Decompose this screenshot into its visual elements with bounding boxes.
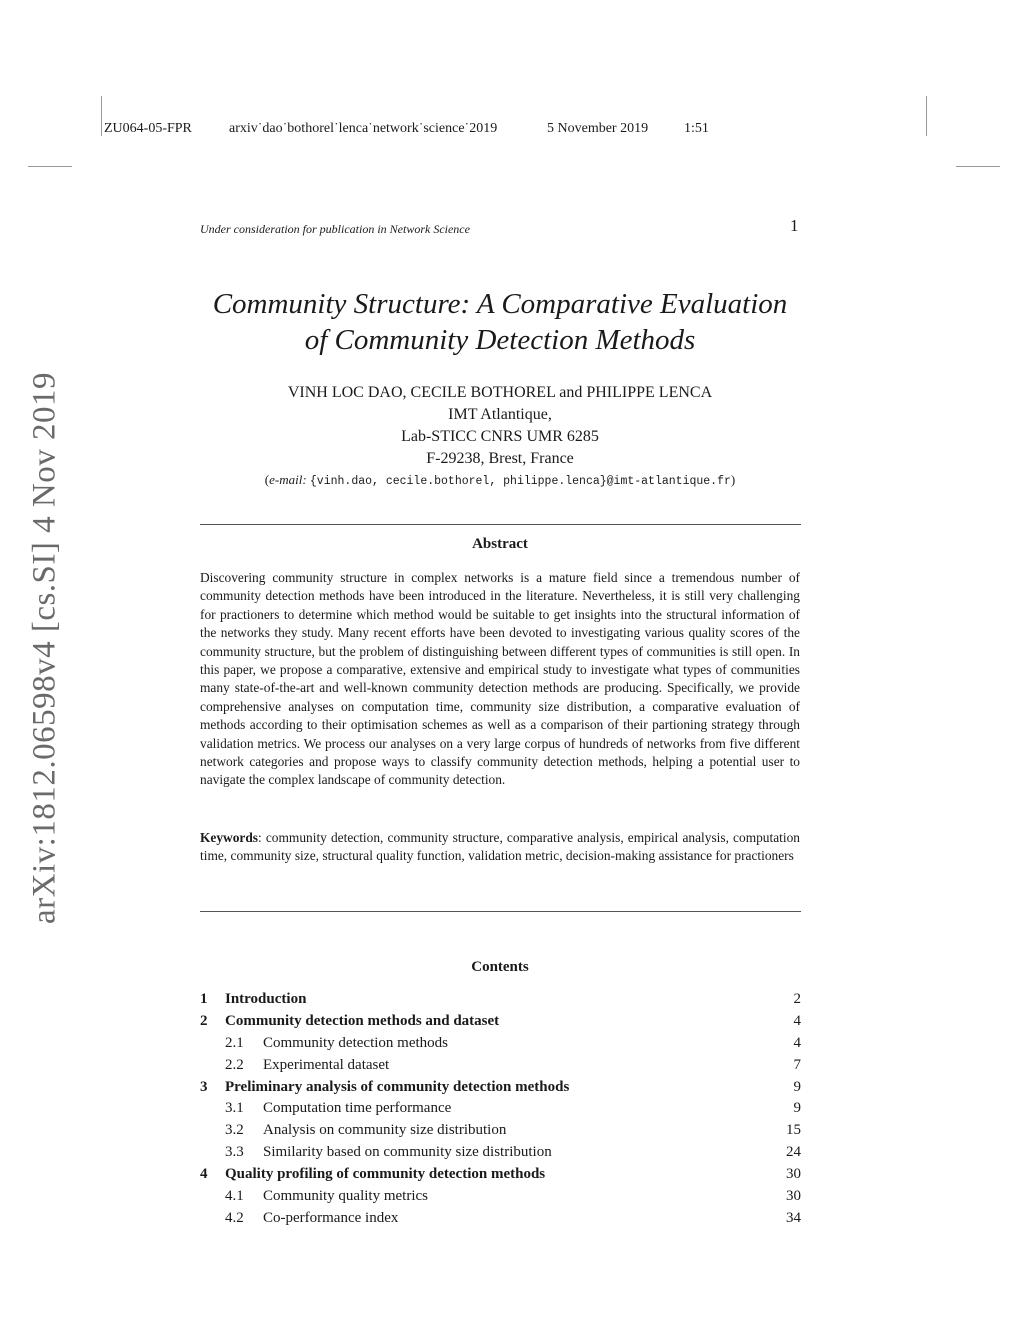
abstract-heading: Abstract xyxy=(472,536,528,552)
toc-entry[interactable] xyxy=(200,1208,801,1230)
authors: VINH LOC DAO, CECILE BOTHOREL and PHILIPPE LENCA xyxy=(287,384,713,401)
toc-number: 4.1 xyxy=(225,1188,244,1205)
toc-page: 4 xyxy=(793,1012,801,1029)
toc-label: Introduction xyxy=(225,991,307,1007)
toc-page: 9 xyxy=(793,1078,801,1095)
abstract-bottom-rule xyxy=(200,911,801,912)
proof-filename: arxiv˙dao˙bothorel˙lenca˙network˙science˙2019 xyxy=(229,121,498,136)
toc-label: Experimental dataset xyxy=(263,1056,390,1073)
toc-number: 2 xyxy=(200,1012,208,1029)
toc-page: 2 xyxy=(793,991,801,1007)
toc-page: 4 xyxy=(793,1034,801,1051)
email-label: e-mail: xyxy=(269,472,307,487)
crop-mark-horizontal-right xyxy=(956,166,1000,167)
toc-page: 34 xyxy=(786,1209,801,1226)
email-line xyxy=(160,472,840,488)
keywords-text: : community detection, community structure, comparative analysis, empirical analysis, computation time, community size, structural quality function, validation metric, decision-making assistance for practioners xyxy=(200,830,800,864)
arxiv-identifier-stamp: arXiv:1812.06598v4 [cs.SI] 4 Nov 2019 xyxy=(26,372,63,924)
keywords xyxy=(200,829,800,866)
page-number: 1 xyxy=(790,216,799,235)
toc-number: 4.2 xyxy=(225,1209,244,1226)
toc-number: 3.3 xyxy=(225,1144,244,1161)
toc-page: 24 xyxy=(786,1144,801,1161)
toc-entry[interactable] xyxy=(200,1055,801,1077)
toc-label: Analysis on community size distribution xyxy=(263,1122,507,1139)
title-line-2: of Community Detection Methods xyxy=(304,324,696,356)
abstract-body: Discovering community structure in complex networks is a mature field since a tremendous number of community detection methods have been introduced in the literature. Nevertheless, it is still very challenging for practioners to determine which method would be suitable to get insights into the structural information of the networks they study. Many recent efforts have been devoted to investigating various quality scores of the community structure, but the problem of distinguishing between different types of communities is still open. In this paper, we propose a comparative, extensive and empirical study to investigate what types of communities many state-of-the-art and well-known community detection methods are producing. Specifically, we provide comprehensive analyses on computation time, community size distribution, a comparative evaluation of methods according to their optimisation schemes as well as a comparison of their partioning strategy through validation metrics. We process our analyses on a very large corpus of hundreds of networks from five different network categories and propose ways to classify community detection methods, helping a potential user to navigate the complex landscape of community detection. xyxy=(200,570,800,788)
email-open-paren: ( xyxy=(264,472,270,487)
proof-date: 5 November 2019 xyxy=(547,121,649,136)
contents-heading: Contents xyxy=(471,959,529,975)
toc-label: Co-performance index xyxy=(263,1209,399,1226)
abstract-top-rule xyxy=(200,524,801,525)
toc-entry[interactable] xyxy=(200,1098,801,1120)
toc-label: Community detection methods and dataset xyxy=(225,1012,500,1029)
toc-label: Preliminary analysis of community detection methods xyxy=(225,1078,570,1095)
toc-number: 4 xyxy=(200,1166,208,1183)
toc-entry[interactable] xyxy=(200,1077,801,1099)
toc-entry[interactable] xyxy=(200,1142,801,1164)
toc-number: 2.2 xyxy=(225,1056,244,1073)
toc-label: Community detection methods xyxy=(263,1034,448,1051)
table-of-contents xyxy=(200,989,801,1230)
toc-number: 3.2 xyxy=(225,1122,244,1139)
paper-title xyxy=(180,286,820,358)
toc-label: Computation time performance xyxy=(263,1100,452,1117)
toc-number: 2.1 xyxy=(225,1034,244,1051)
toc-number: 1 xyxy=(200,991,208,1007)
toc-page: 30 xyxy=(786,1188,801,1205)
toc-label: Similarity based on community size distribution xyxy=(263,1144,552,1161)
institution: IMT Atlantique, xyxy=(448,406,552,423)
toc-page: 30 xyxy=(786,1166,801,1183)
toc-entry[interactable] xyxy=(200,989,801,1011)
toc-label: Quality profiling of community detection methods xyxy=(225,1166,546,1183)
crop-mark-left xyxy=(101,96,102,136)
toc-entry[interactable] xyxy=(200,1164,801,1186)
toc-label: Community quality metrics xyxy=(263,1188,428,1205)
proof-code: ZU064-05-FPR xyxy=(104,121,192,136)
toc-entry[interactable] xyxy=(200,1033,801,1055)
toc-number: 3 xyxy=(200,1078,208,1095)
email-addresses[interactable]: {vinh.dao, cecile.bothorel, philippe.lenca}@imt-atlantique.fr xyxy=(309,475,731,488)
city: F-29238, Brest, France xyxy=(426,450,574,467)
email-close-paren: ) xyxy=(730,472,736,487)
title-line-1: Community Structure: A Comparative Evaluation xyxy=(212,288,788,320)
toc-entry[interactable] xyxy=(200,1011,801,1033)
toc-number: 3.1 xyxy=(225,1100,244,1117)
toc-entry[interactable] xyxy=(200,1186,801,1208)
toc-page: 7 xyxy=(793,1056,801,1073)
lab: Lab-STICC CNRS UMR 6285 xyxy=(401,428,599,445)
toc-entry[interactable] xyxy=(200,1120,801,1142)
toc-page: 15 xyxy=(786,1122,801,1139)
crop-mark-right xyxy=(926,96,927,136)
keywords-label: Keywords xyxy=(200,830,259,845)
running-head: Under consideration for publication in Network Science xyxy=(200,222,470,236)
proof-time: 1:51 xyxy=(684,121,709,136)
toc-page: 9 xyxy=(793,1100,801,1117)
crop-mark-horizontal-left xyxy=(28,166,72,167)
